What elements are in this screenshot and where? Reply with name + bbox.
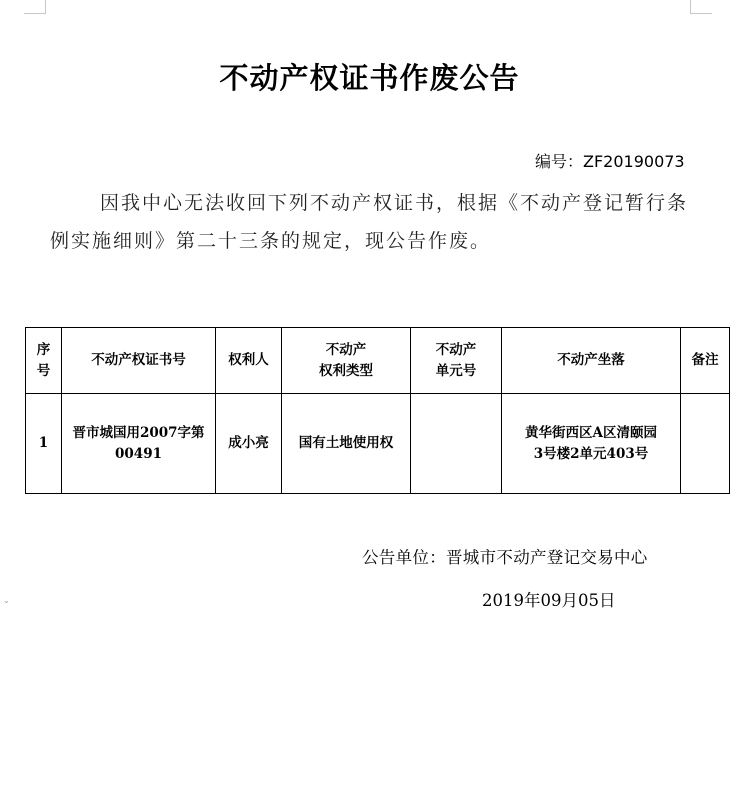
header-remarks: 备注 — [681, 328, 730, 394]
header-certificate-number: 不动产权证书号 — [62, 328, 216, 394]
header-unit-number: 不动产 单元号 — [411, 328, 502, 394]
cell-right-holder: 成小亮 — [216, 394, 282, 494]
header-serial: 序 号 — [26, 328, 62, 394]
cell-location: 黄华街西区A区清颐园 3号楼2单元403号 — [502, 394, 681, 494]
crop-mark-top-left — [24, 0, 46, 14]
crop-mark-top-right — [690, 0, 712, 14]
cell-unit-number — [411, 394, 502, 494]
header-location: 不动产坐落 — [502, 328, 681, 394]
table-header-row — [26, 328, 730, 394]
header-right-holder: 权利人 — [216, 328, 282, 394]
cell-certificate-number: 晋市城国用2007字第 00491 — [62, 394, 216, 494]
document-number: 编号：ZF20190073 — [535, 152, 685, 171]
margin-marker-icon: ⌄ — [3, 596, 10, 605]
document-title: 不动产权证书作废公告 — [219, 61, 520, 95]
cell-right-type: 国有土地使用权 — [282, 394, 411, 494]
header-right-type: 不动产 权利类型 — [282, 328, 411, 394]
document-body: 因我中心无法收回下列不动产权证书，根据《不动产登记暂行条例实施细则》第二十三条的规定，现公告作废。 — [50, 192, 689, 252]
table-row — [26, 394, 730, 494]
issuing-unit: 公告单位：晋城市不动产登记交易中心 — [362, 548, 648, 567]
issue-date: 2019年09月05日 — [482, 591, 616, 610]
certificate-table — [25, 327, 730, 494]
cell-remarks — [681, 394, 730, 494]
cell-serial: 1 — [26, 394, 62, 494]
